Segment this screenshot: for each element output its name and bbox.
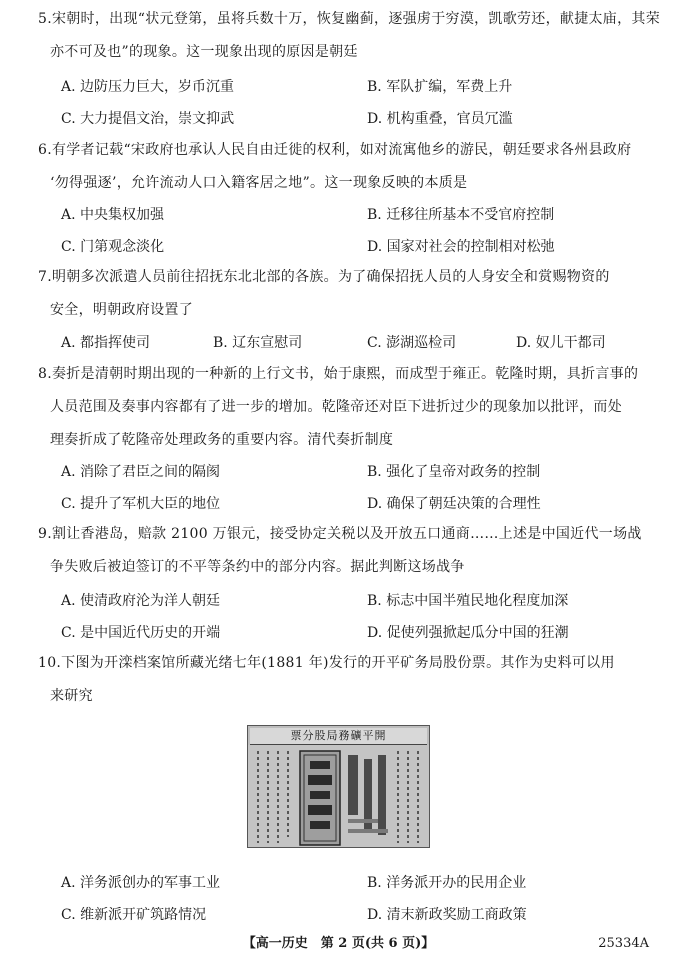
q9-option-a[interactable]: A. 使清政府沦为洋人朝廷 [61,593,221,609]
question-9-line-1: 9.割让香港岛，赔款 2100 万银元，接受协定关税以及开放五口通商……上述是中国近代一场战 [38,526,642,542]
q7-option-a[interactable]: A. 都指挥使司 [61,335,151,351]
question-7-line-2: 安全，明朝政府设置了 [50,302,193,318]
question-10 [38,647,650,713]
question-5 [38,3,661,69]
question-8-line-1: 8.奏折是清朝时期出现的一种新的上行文书，始于康熙，而成型于雍正。乾隆时期，具折言事的 [38,366,639,382]
q7-option-d[interactable]: D. 奴儿干都司 [516,335,606,351]
question-8-line-2: 人员范围及奏事内容都有了进一步的增加。乾隆帝还对臣下进折过少的现象加以批评，而处 [50,399,622,415]
q8-option-b[interactable]: B. 强化了皇帝对政务的控制 [367,464,541,480]
q6-option-a[interactable]: A. 中央集权加强 [61,207,165,223]
q5-option-a[interactable]: A. 边防压力巨大，岁币沉重 [61,79,235,95]
question-5-line-1: 5.宋朝时，出现“状元登第，虽将兵数十万，恢复幽蓟，逐强虏于穷漠，凯歌劳还，献捷太庙，其荣 [38,11,661,27]
q7-option-c[interactable]: C. 澎湖巡检司 [367,335,457,351]
question-8 [38,358,650,457]
question-6-line-2: ‘勿得强逐’，允许流动人口入籍客居之地”。这一现象反映的本质是 [50,175,468,191]
question-9 [38,518,650,584]
share-certificate-image [247,725,430,848]
q10-option-b[interactable]: B. 洋务派开办的民用企业 [367,875,527,891]
q5-option-c[interactable]: C. 大力提倡文治，崇文抑武 [61,111,235,127]
q6-option-c[interactable]: C. 门第观念淡化 [61,239,165,255]
q5-option-b[interactable]: B. 军队扩编，军费上升 [367,79,513,95]
question-6 [38,134,650,200]
footer-code: 25334A [598,936,649,951]
certificate-header: 票分股局務礦平開 [250,728,427,745]
q8-option-a[interactable]: A. 消除了君臣之间的隔阂 [61,464,221,480]
q6-option-d[interactable]: D. 国家对社会的控制相对松弛 [367,239,555,255]
question-9-line-2: 争失败后被迫签订的不平等条约中的部分内容。据此判断这场战争 [50,559,465,575]
q9-option-c[interactable]: C. 是中国近代历史的开端 [61,625,221,641]
q6-option-b[interactable]: B. 迁移往所基本不受官府控制 [367,207,555,223]
q8-option-d[interactable]: D. 确保了朝廷决策的合理性 [367,496,541,512]
question-7 [38,261,650,327]
question-10-line-2: 来研究 [50,688,93,704]
question-10-line-1: 10.下图为开滦档案馆所藏光绪七年(1881 年)发行的开平矿务局股份票。其作为史料可以用 [38,655,615,671]
q10-option-a[interactable]: A. 洋务派创办的军事工业 [61,875,221,891]
q5-option-d[interactable]: D. 机构重叠，官员冗滥 [367,111,513,127]
q7-option-b[interactable]: B. 辽东宣慰司 [213,335,303,351]
question-6-line-1: 6.有学者记载“宋政府也承认人民自由迁徙的权利，如对流寓他乡的游民，朝廷要求各州县政府 [38,142,632,158]
q10-option-c[interactable]: C. 维新派开矿筑路情况 [61,907,207,923]
footer-title: 【高一历史 第 2 页(共 6 页)】 [242,936,435,951]
q9-option-b[interactable]: B. 标志中国半殖民地化程度加深 [367,593,569,609]
q10-option-d[interactable]: D. 清末新政奖励工商政策 [367,907,527,923]
q9-option-d[interactable]: D. 促使列强掀起瓜分中国的狂潮 [367,625,569,641]
question-5-line-2: 亦不可及也”的现象。这一现象出现的原因是朝廷 [50,44,358,60]
question-8-line-3: 理奏折成了乾隆帝处理政务的重要内容。清代奏折制度 [50,432,394,448]
question-7-line-1: 7.明朝多次派遣人员前往招抚东北北部的各族。为了确保招抚人员的人身安全和赏赐物资的 [38,269,610,285]
certificate-illustration [248,745,430,848]
q8-option-c[interactable]: C. 提升了军机大臣的地位 [61,496,221,512]
